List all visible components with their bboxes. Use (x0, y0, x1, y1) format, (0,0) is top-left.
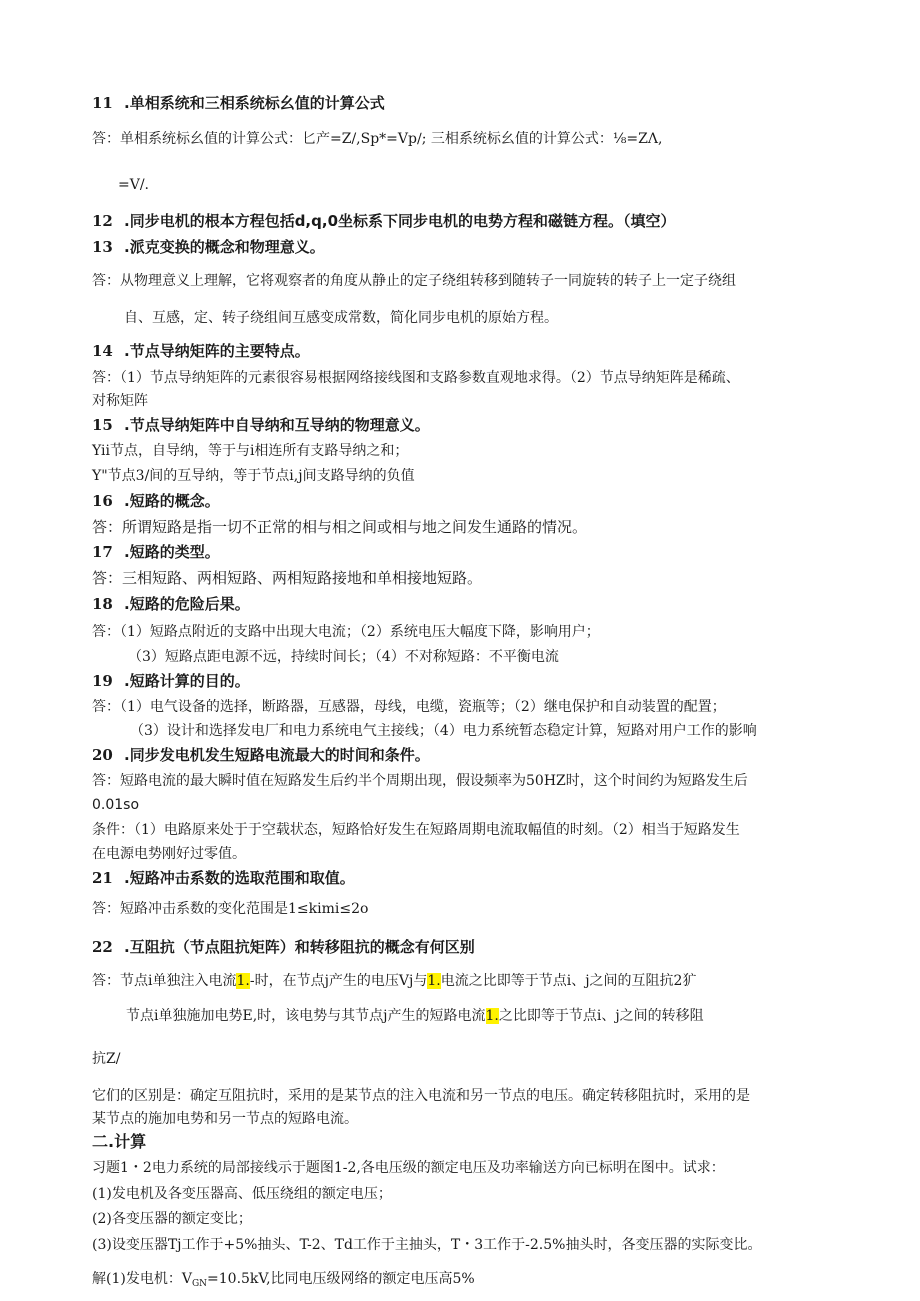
question-13-answer: 答：从物理意义上理解，它将观察者的角度从静止的定子绕组转移到随转子一同旋转的转子上一定子绕组 (92, 273, 736, 289)
question-text: .短路计算的目的。 (124, 672, 250, 690)
question-16-answer: 答：所谓短路是指一切不正常的相与相之间或相与地之间发生通路的情况。 (92, 518, 588, 536)
question-number: 12 (92, 212, 113, 230)
question-19-title (92, 672, 250, 690)
question-text: .节点导纳矩阵的主要特点。 (124, 342, 310, 360)
question-19-answer: 答：（1）电气设备的选择，断路器，互感器，母线，电缆，瓷瓶等；（2）继电保护和自动装置的配置； (92, 699, 726, 715)
question-number: 14 (92, 342, 113, 360)
question-text: .单相系统和三相系统标幺值的计算公式 (124, 94, 385, 112)
question-number: 19 (92, 672, 113, 690)
question-number: 13 (92, 238, 113, 256)
question-text: .短路的概念。 (124, 492, 220, 510)
question-19-answer-cont: （3）设计和选择发电厂和电力系统电气主接线；（4）电力系统暂态稳定计算，短路对用户工作的影响 (130, 723, 757, 739)
exercise-item-1: (1)发电机及各变压器高、低压绕组的额定电压； (92, 1186, 392, 1202)
question-text: .同步电机的根本方程包括d,q,0坐标系下同步电机的电势方程和磁链方程。（填空） (124, 212, 676, 230)
question-22-answer (92, 972, 696, 990)
question-20-condition: 条件：（1）电路原来处于于空载状态，短路恰好发生在短路周期电流取幅值的时刻。（2）相当于短路发生 (92, 822, 740, 838)
question-20-title (92, 746, 430, 764)
question-text: .互阻抗（节点阻抗矩阵）和转移阻抗的概念有何区别 (124, 938, 475, 956)
answer-text: 电流之比即等于节点i、j之间的互阻抗2犷 (440, 973, 697, 989)
question-number: 20 (92, 746, 113, 764)
question-number: 21 (92, 869, 113, 887)
highlighted-current-symbol: 1. (427, 973, 441, 989)
question-18-answer: 答：（1）短路点附近的支路中出现大电流；（2）系统电压大幅度下降，影响用户； (92, 624, 600, 640)
question-21-answer: 答：短路冲击系数的变化范围是1≤kimi≤2o (92, 901, 369, 917)
question-20-condition-cont: 在电源电势刚好过零值。 (92, 846, 246, 862)
question-13-title (92, 238, 325, 256)
question-11-title (92, 94, 385, 112)
exercise-item-3: (3)设变压器Tj工作于+5%抽头、T-2、Td工作于主抽头，T・3工作于-2.5%抽头时，各变压器的实际变比。 (92, 1237, 762, 1253)
question-22-difference: 它们的区别是：确定互阻抗时，采用的是某节点的注入电流和另一节点的电压。确定转移阻抗时，采用的是 (92, 1088, 750, 1104)
question-number: 16 (92, 492, 113, 510)
solution-line (92, 1270, 475, 1293)
question-14-answer-cont: 对称矩阵 (92, 393, 148, 409)
question-14-title (92, 342, 310, 360)
question-12-title (92, 212, 676, 230)
question-13-answer-cont: 自、互感，定、转子绕组间互感变成常数，简化同步电机的原始方程。 (124, 310, 558, 326)
answer-text: 节点i单独施加电势E,时，该电势与其节点j产生的短路电流 (126, 1008, 486, 1024)
question-22-answer-end: 抗Z/ (92, 1051, 121, 1067)
question-text: .同步发电机发生短路电流最大的时间和条件。 (124, 746, 430, 764)
question-22-answer-cont (126, 1007, 704, 1025)
question-text: .节点导纳矩阵中自导纳和互导纳的物理意义。 (124, 416, 430, 434)
question-14-answer: 答：（1）节点导纳矩阵的元素很容易根据网络接线图和支路参数直观地求得。（2）节点导纳矩阵是稀疏、 (92, 370, 740, 386)
question-15-line-2: Y"节点3/间的互导纳，等于节点i,j间支路导纳的负值 (92, 468, 415, 484)
question-16-title (92, 492, 220, 510)
question-15-line-1: Yii节点，自导纳，等于与i相连所有支路导纳之和； (92, 443, 409, 459)
question-18-answer-cont: （3）短路点距电源不远，持续时间长；（4）不对称短路：不平衡电流 (128, 649, 559, 665)
question-22-title (92, 938, 475, 956)
answer-text: 之比即等于节点i、j之间的转移阻 (498, 1008, 704, 1024)
question-11-answer: 答：单相系统标幺值的计算公式：匕产=Z/,Sp*=Vp∕; 三相系统标幺值的计算公式：⅛=ZΛ, (92, 131, 663, 147)
question-number: 17 (92, 543, 113, 561)
highlighted-current-symbol: 1. (485, 1008, 499, 1024)
question-22-difference-cont: 某节点的施加电势和另一节点的短路电流。 (92, 1111, 358, 1127)
question-20-answer: 答：短路电流的最大瞬时值在短路发生后约半个周期出现，假设频率为50HZ时，这个时间约为短路发生后 (92, 773, 748, 789)
question-number: 22 (92, 938, 113, 956)
question-number: 11 (92, 94, 113, 112)
highlighted-current-symbol: 1. (236, 973, 250, 989)
question-number: 18 (92, 595, 113, 613)
question-17-title (92, 543, 220, 561)
question-text: .派克变换的概念和物理意义。 (124, 238, 325, 256)
solution-text: 解(1)发电机：V (92, 1271, 192, 1287)
answer-text: 答：节点i单独注入电流 (92, 973, 237, 989)
question-21-title (92, 869, 355, 887)
question-18-title (92, 595, 250, 613)
question-text: .短路的类型。 (124, 543, 220, 561)
answer-text: -时，在节点j产生的电压Vj与 (249, 973, 428, 989)
question-20-answer-cont: 0.01so (92, 797, 140, 813)
question-text: .短路的危险后果。 (124, 595, 250, 613)
question-text: .短路冲击系数的选取范围和取值。 (124, 869, 355, 887)
solution-text: =10.5kV,比同电压级网络的额定电压高5% (207, 1271, 475, 1287)
section-heading: 二.计算 (92, 1132, 147, 1151)
exercise-statement: 习题1・2电力系统的局部接线示于题图1-2,各电压级的额定电压及功率输送方向已标明在图中。试求： (92, 1160, 725, 1176)
question-17-answer: 答：三相短路、两相短路、两相短路接地和单相接地短路。 (92, 569, 483, 587)
exercise-item-2: (2)各变压器的额定变比； (92, 1211, 252, 1227)
question-number: 15 (92, 416, 113, 434)
question-11-answer-cont: =V/. (118, 177, 150, 193)
question-15-title (92, 416, 430, 434)
solution-subscript: GN (191, 1279, 208, 1289)
